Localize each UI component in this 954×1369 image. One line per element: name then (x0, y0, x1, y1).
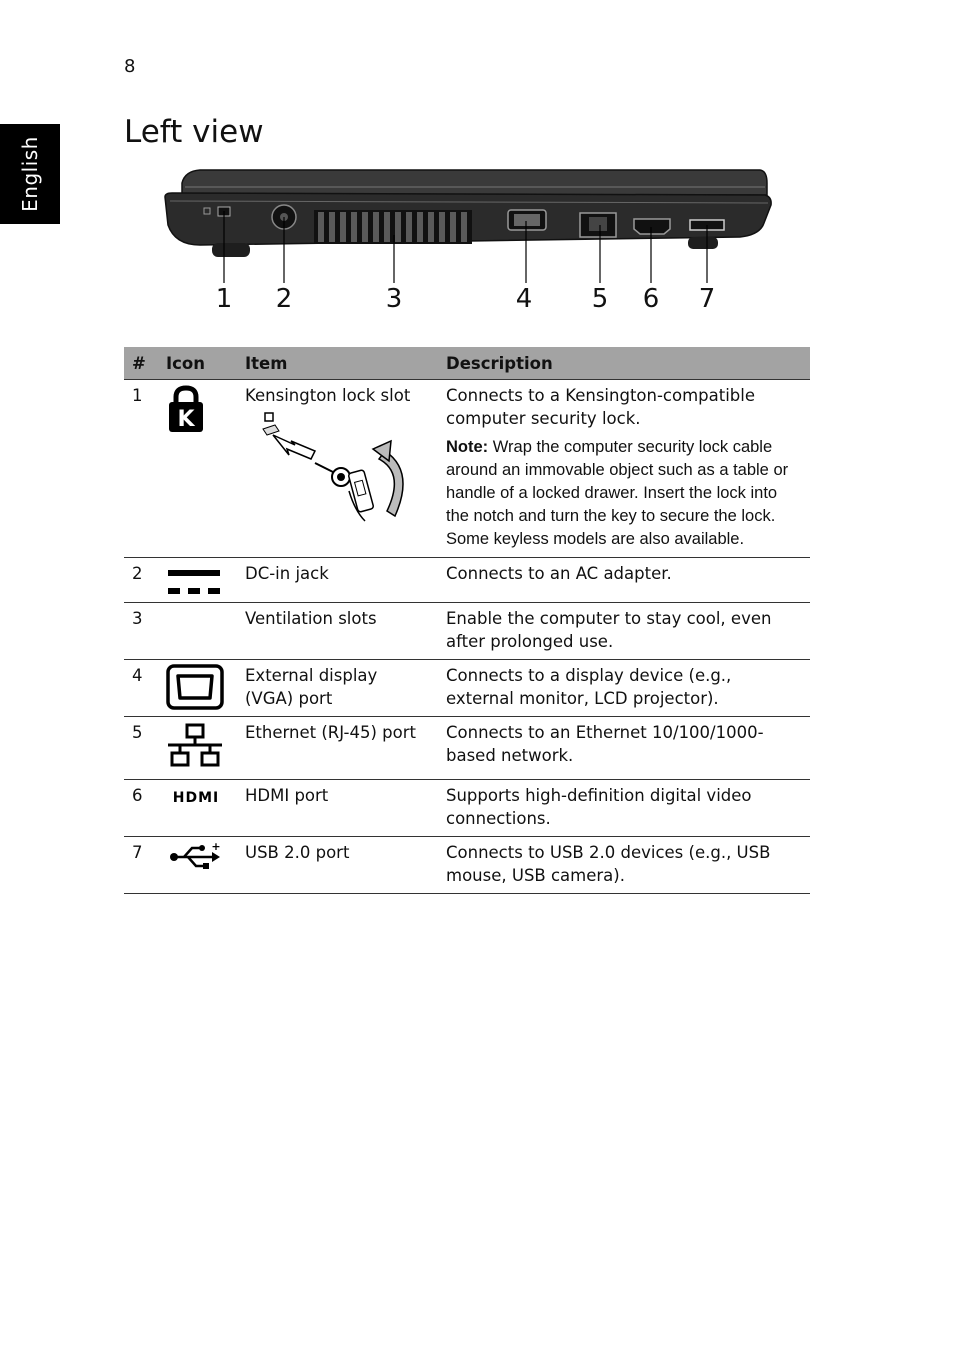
page-title: Left view (124, 114, 264, 150)
header-icon: Icon (158, 347, 237, 380)
table-row (124, 603, 810, 660)
header-num: # (124, 347, 158, 380)
kensington-lock-icon (166, 384, 206, 434)
icon-cell (158, 558, 237, 603)
row-num: 2 (124, 558, 158, 603)
icon-cell (158, 717, 237, 780)
table-row (124, 660, 810, 717)
callout-5: 5 (591, 284, 609, 314)
description-text: Connects to a Kensington-compatible computer security lock. (446, 386, 756, 428)
item-cell (237, 380, 438, 558)
description-text: Enable the computer to stay cool, even after prolonged use. (438, 603, 810, 660)
icon-cell (158, 780, 237, 837)
description-text: Connects to USB 2.0 devices (e.g., USB mouse, USB camera). (438, 837, 810, 894)
item-name: DC-in jack (237, 558, 438, 603)
table-row (124, 380, 810, 558)
description-cell (438, 380, 810, 558)
language-tab (0, 124, 60, 224)
note-text: Wrap the computer security lock cable around an immovable object such as a table or handle of a locked drawer. Insert the lock into the notch and turn the key to secure the lock. Some keyless models are also available. (446, 438, 789, 548)
row-num: 7 (124, 837, 158, 894)
header-item: Item (237, 347, 438, 380)
laptop-left-view-illustration (160, 165, 775, 315)
language-tab-label: English (18, 136, 42, 212)
callout-4: 4 (515, 284, 533, 314)
vga-port-icon (166, 664, 224, 710)
table-row (124, 837, 810, 894)
lock-usage-illustration (245, 411, 415, 531)
svg-text:K: K (177, 407, 195, 432)
item-name: Kensington lock slot (245, 386, 411, 405)
row-num: 1 (124, 380, 158, 558)
table-row (124, 717, 810, 780)
description-text: Connects to a display device (e.g., external monitor, LCD projector). (438, 660, 810, 717)
callout-7: 7 (698, 284, 716, 314)
page-number: 8 (124, 56, 136, 77)
item-name: External display (VGA) port (237, 660, 438, 717)
icon-cell (158, 660, 237, 717)
note-label: Note: (446, 438, 489, 456)
row-num: 5 (124, 717, 158, 780)
header-description: Description (438, 347, 810, 380)
item-name: USB 2.0 port (237, 837, 438, 894)
item-name: HDMI port (237, 780, 438, 837)
icon-cell (158, 603, 237, 660)
row-num: 3 (124, 603, 158, 660)
row-num: 6 (124, 780, 158, 837)
ventilation-slots (314, 210, 472, 244)
callout-3: 3 (385, 284, 403, 314)
usb-icon (166, 841, 224, 871)
svg-text:+: + (211, 841, 221, 853)
callout-6: 6 (642, 284, 660, 314)
description-text: Supports high-definition digital video connections. (438, 780, 810, 837)
icon-cell (158, 380, 237, 558)
description-text: Connects to an Ethernet 10/100/1000-based network. (438, 717, 810, 780)
note (446, 436, 802, 551)
table-row (124, 780, 810, 837)
icon-cell (158, 837, 237, 894)
item-name: Ventilation slots (237, 603, 438, 660)
table-header-row (124, 347, 810, 380)
ports-table (124, 347, 810, 894)
hdmi-wordmark: HDMI (172, 790, 220, 806)
ethernet-icon (166, 721, 224, 773)
row-num: 4 (124, 660, 158, 717)
table-row (124, 558, 810, 603)
dc-in-icon (166, 562, 222, 596)
callout-2: 2 (275, 284, 293, 314)
hdmi-icon (166, 786, 226, 808)
callout-1: 1 (215, 284, 233, 314)
item-name: Ethernet (RJ-45) port (237, 717, 438, 780)
description-text: Connects to an AC adapter. (438, 558, 810, 603)
